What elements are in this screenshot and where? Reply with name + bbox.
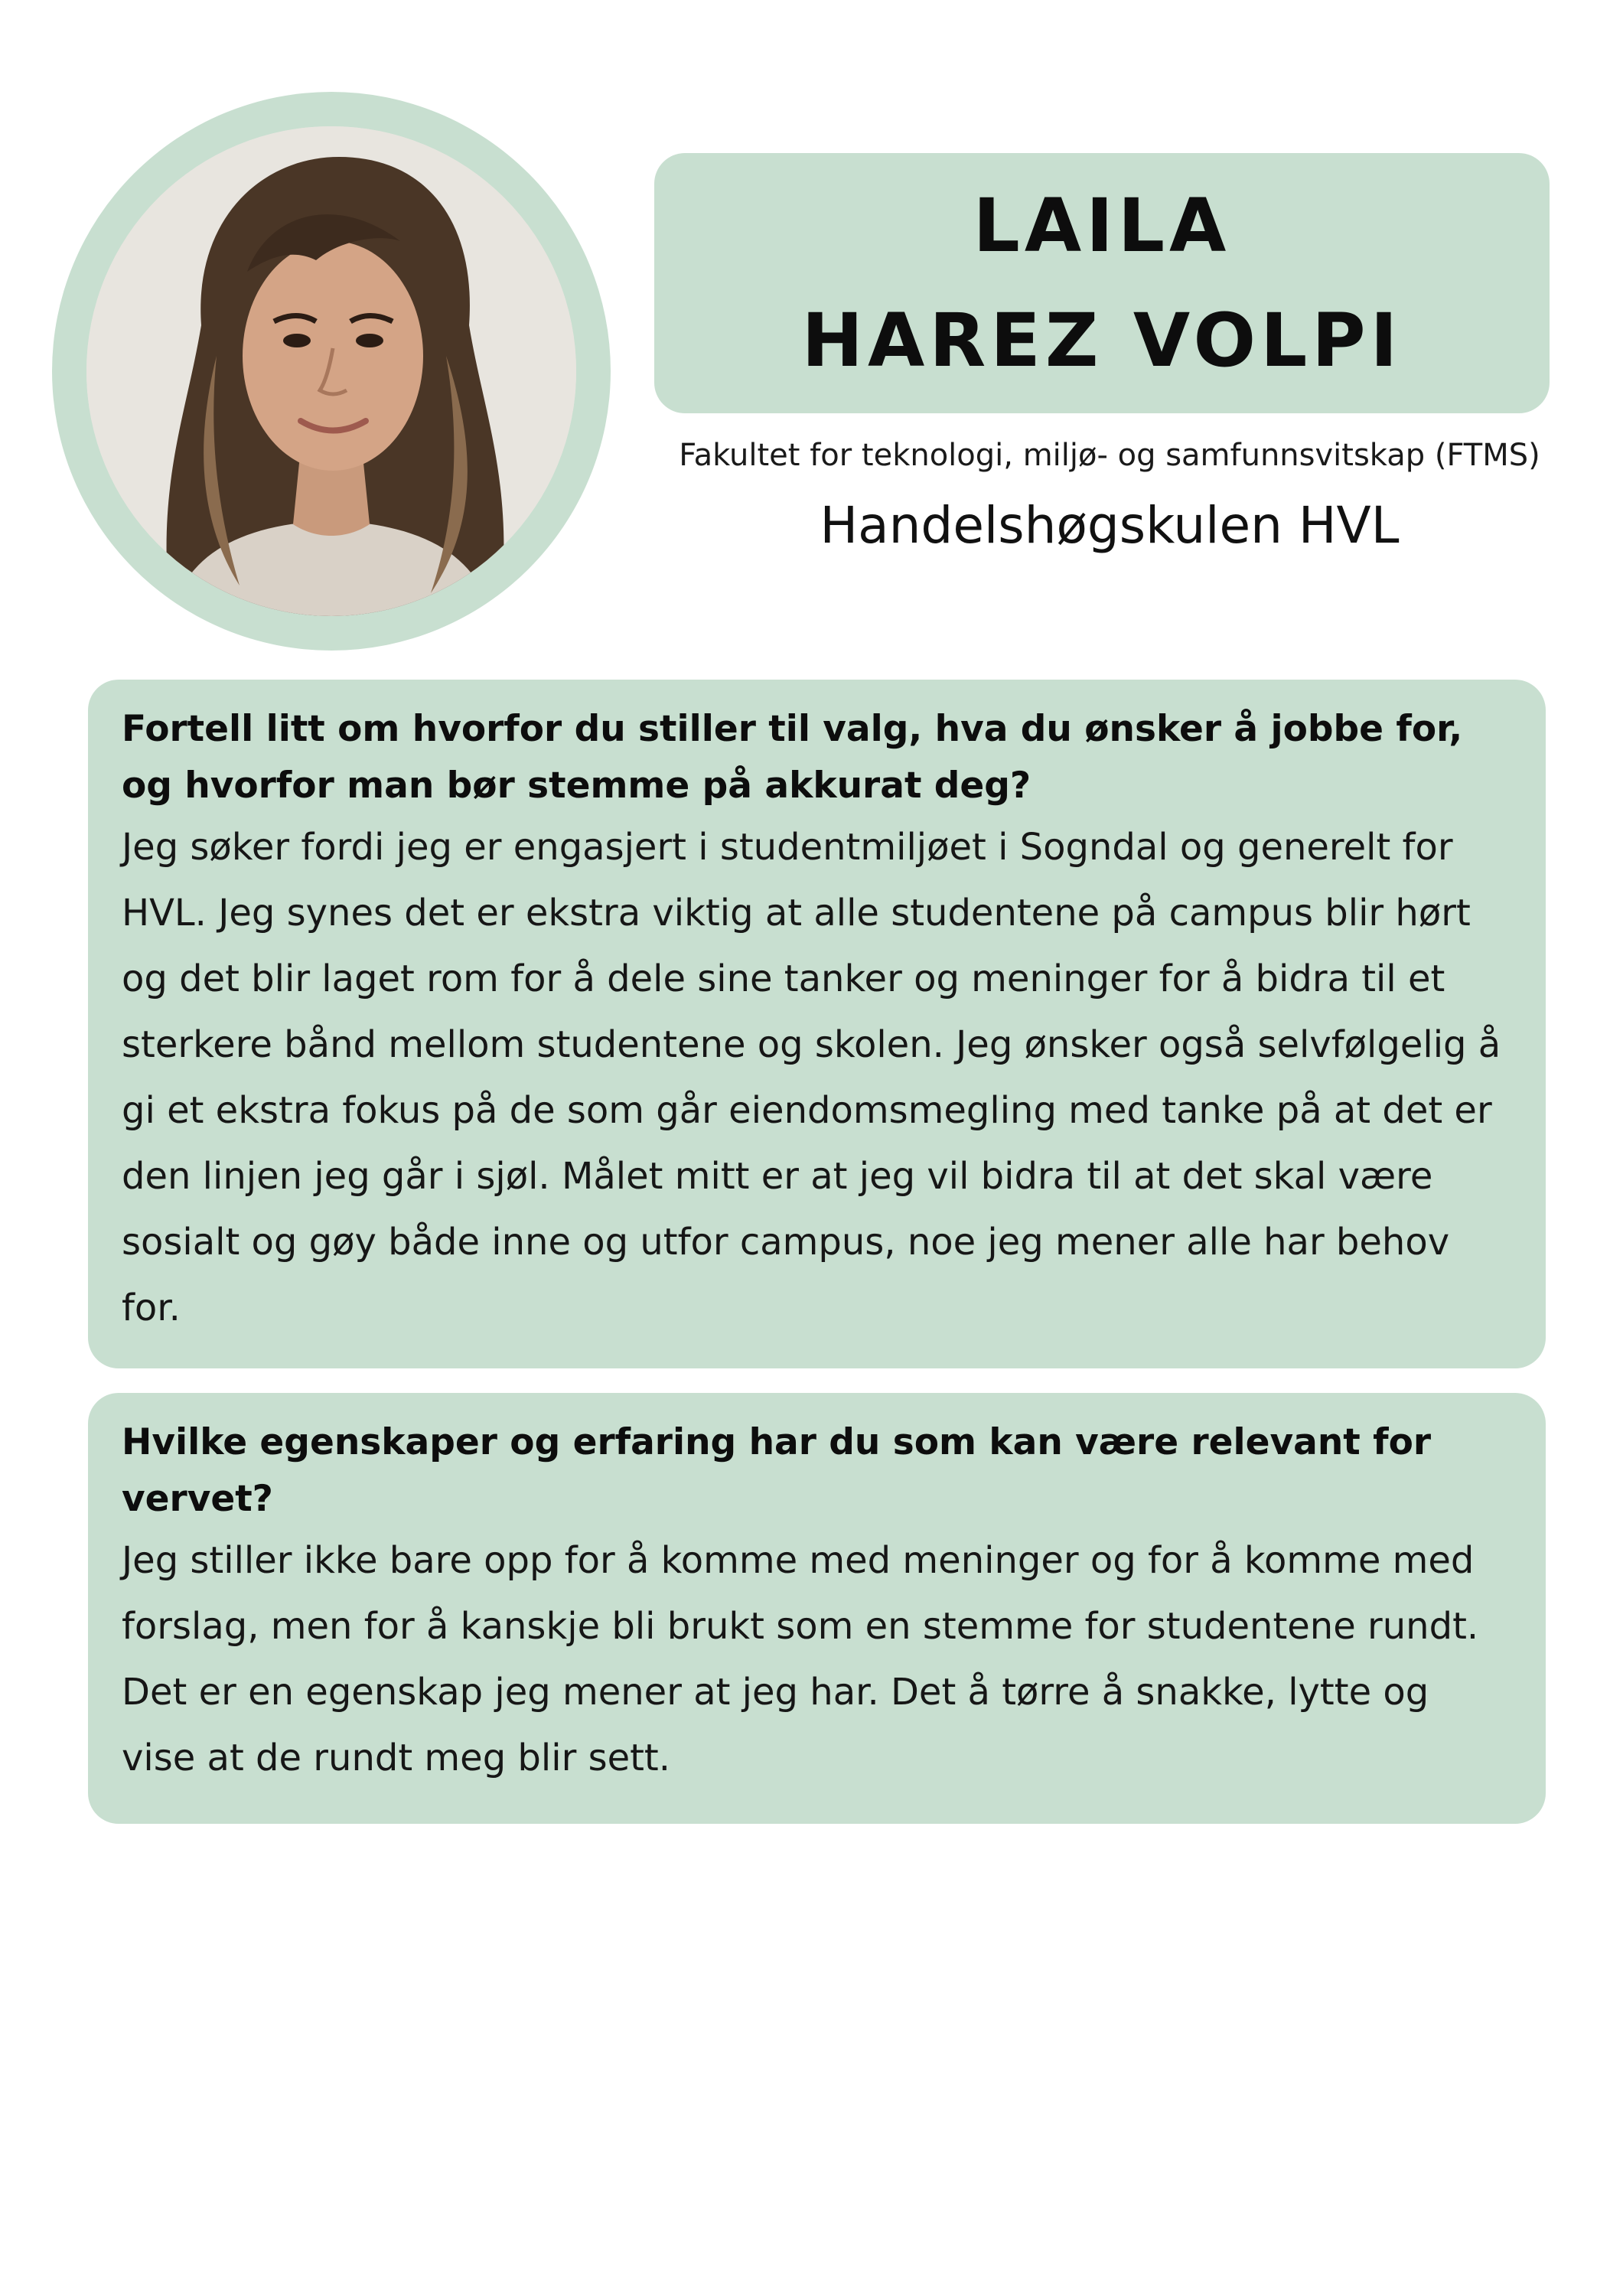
candidate-last-name: HAREZ VOLPI	[801, 298, 1403, 383]
answer-text: Jeg søker fordi jeg er engasjert i studentmiljøet i Sogndal og generelt for HVL. Jeg synes det er ekstra viktig at alle studentene på campus blir hørt og det blir laget rom for å dele sine tanker og meninger for å bidra til et sterkere bånd mellom studentene og skolen. Jeg ønsker også selvfølgelig å gi et ekstra fokus på de som går eiendomsmegling med tanke på at det er den linjen jeg går i sjøl. Målet mitt er at jeg vil bidra til at det skal være sosialt og gøy både inne og utfor campus, noe jeg mener alle har behov for.	[122, 826, 1501, 1329]
candidate-photo	[86, 126, 576, 616]
candidate-first-name: LAILA	[973, 183, 1231, 269]
school-label: Handelshøgskulen HVL	[820, 496, 1400, 555]
name-banner	[654, 153, 1550, 413]
question-text: Fortell litt om hvorfor du stiller til valg, hva du ønsker å jobbe for, og hvorfor man bør stemme på akkurat deg?	[122, 708, 1463, 807]
faculty-label: Fakultet for teknologi, miljø- og samfunnsvitskap (FTMS)	[679, 438, 1540, 473]
portrait-frame	[52, 92, 611, 651]
qa-card-qualifications	[88, 1393, 1546, 1824]
question-text: Hvilke egenskaper og erfaring har du som kan være relevant for vervet?	[122, 1421, 1432, 1520]
answer-text: Jeg stiller ikke bare opp for å komme med meninger og for å komme med forslag, men for å kanskje bli brukt som en stemme for studentene rundt. Det er en egenskap jeg mener at jeg har. Det å tørre å snakke, lytte og vise at de rundt meg blir sett.	[122, 1539, 1479, 1779]
qa-card-motivation	[88, 680, 1546, 1368]
